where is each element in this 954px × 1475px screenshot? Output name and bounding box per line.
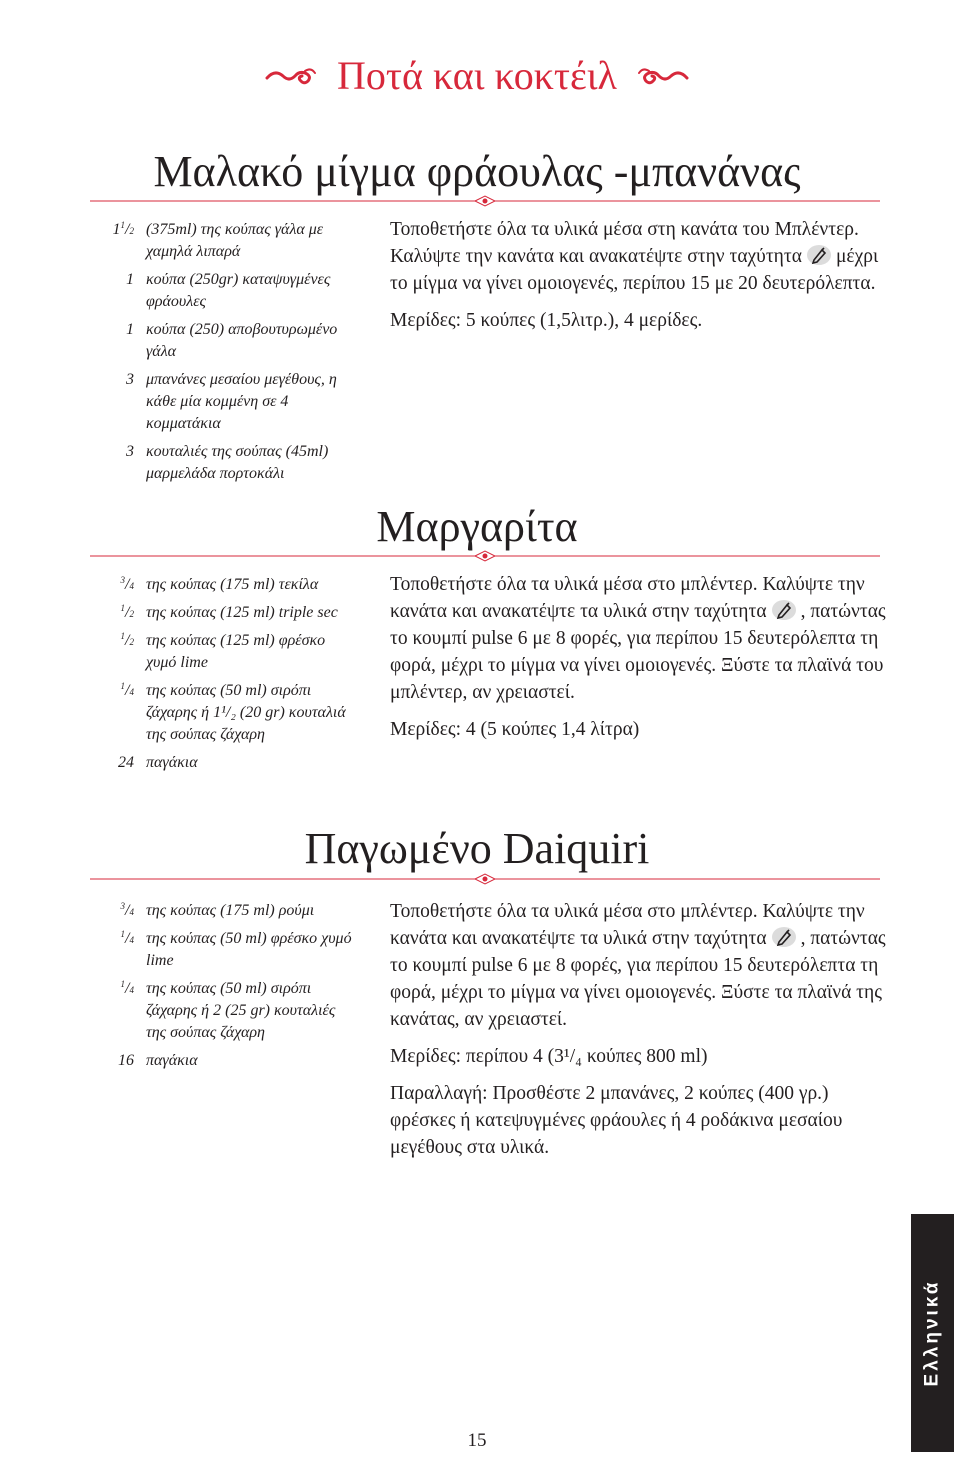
- blender-speed-icon: [771, 599, 797, 621]
- variation-text: Παραλλαγή: Προσθέστε 2 μπανάνες, 2 κούπες (400 γρ.) φρέσκες ή κατεψυγμένες φράουλες ή 4 ροδάκινα μεσαίου μεγέθους στα υλικά.: [390, 1083, 843, 1158]
- recipe-title: Μαργαρίτα: [376, 502, 578, 551]
- ingredient-quantity: $1^1/2$: [112, 220, 134, 238]
- directions-paragraph: Τοποθετήστε όλα τα υλικά μέσα στο μπλέντερ. Καλύψτε την κανάτα και ανακατέψτε τα υλικά στην ταχύτητα , πατώντας το κουμπί pulse 6 με 8 φορές, για περίπου 15 δευτερόλεπτα τη φορά, μέχρι το μίγμα να γίνει ομοιογενές. Ξύστε τα πλαϊνά του μπλέντερ, αν χρειαστεί.: [390, 574, 886, 703]
- divider-ornament-icon: [90, 195, 880, 207]
- language-tab-label: Ελληνικά: [921, 1279, 943, 1387]
- ingredient-text: της κούπας (50 ml) σιρόπι ζάχαρης ή 2 (25 gr) κουταλιές της σούπας ζάχαρη: [146, 980, 336, 1041]
- ingredient-item: [104, 680, 354, 746]
- ingredient-item: [104, 441, 354, 485]
- blender-speed-icon: [771, 926, 797, 948]
- servings-text: Μερίδες: περίπου 4 (3¹/₄ κούπες 800 ml): [390, 1046, 708, 1067]
- ingredient-text: μπανάνες μεσαίου μεγέθους, η κάθε μία κομμένη σε 4 κομματάκια: [146, 371, 337, 432]
- recipe-directions: [390, 216, 890, 344]
- ingredient-text: της κούπας (175 ml) ρούμι: [146, 902, 315, 919]
- ingredient-quantity: $^1$/4: [120, 979, 134, 997]
- ingredient-item: [104, 602, 354, 624]
- recipe-directions: [390, 571, 890, 753]
- divider-ornament-icon: [90, 550, 880, 562]
- ingredient-text: της κούπας (175 ml) τεκίλα: [146, 576, 319, 593]
- ingredient-text: της κούπας (50 ml) σιρόπι ζάχαρης ή 1¹/₂ (20 gr) κουταλιά της σούπας ζάχαρη: [146, 682, 346, 743]
- ingredient-item: [104, 369, 354, 435]
- ingredient-item: [104, 574, 354, 596]
- ingredient-quantity: $^3$/4: [120, 575, 134, 593]
- flourish-right-icon: [637, 65, 689, 87]
- ingredient-quantity: 3: [126, 443, 134, 460]
- ingredient-list: [104, 574, 354, 780]
- ingredient-list: [104, 219, 354, 491]
- directions-paragraph: Τοποθετήστε όλα τα υλικά μέσα στη κανάτα του Μπλέντερ. Καλύψτε την κανάτα και ανακατέψτε στην ταχύτητα μέχρι το μίγμα να γίνει ομοιογενές, περίπου 15 με 20 δευτερόλεπτα.: [390, 219, 879, 294]
- ingredient-text: κούπα (250) αποβουτυρωμένο γάλα: [146, 321, 338, 360]
- ingredient-quantity: $^1$/2: [120, 603, 134, 621]
- ingredient-text: της κούπας (125 ml) triple sec: [146, 604, 338, 621]
- ingredient-quantity: 24: [118, 754, 134, 771]
- ingredient-text: (375ml) της κούπας γάλα με χαμηλά λιπαρά: [146, 221, 324, 260]
- page-header: [0, 44, 954, 104]
- ingredient-item: [104, 269, 354, 313]
- ingredient-item: [104, 978, 354, 1044]
- ingredient-quantity: 3: [126, 371, 134, 388]
- ingredient-text: της κούπας (125 ml) φρέσκο χυμό lime: [146, 632, 326, 671]
- ingredient-item: [104, 752, 354, 774]
- ingredient-text: κούπα (250gr) καταψυγμένες φράουλες: [146, 271, 331, 310]
- ingredient-quantity: 16: [118, 1052, 134, 1069]
- ingredient-quantity: $^1$/4: [120, 929, 134, 947]
- ingredient-quantity: $^1$/4: [120, 681, 134, 699]
- recipe-title: Παγωμένο Daiquiri: [304, 824, 650, 873]
- directions-paragraph: Τοποθετήστε όλα τα υλικά μέσα στο μπλέντερ. Καλύψτε την κανάτα και ανακατέψτε τα υλικά στην ταχύτητα , πατώντας το κουμπί pulse 6 με 8 φορές, για περίπου 15 δευτερόλεπτα τη φορά, μέχρι το μίγμα να γίνει ομοιογενές. Ξύστε τα πλαϊνά της κανάτας, αν χρειαστεί.: [390, 901, 886, 1030]
- ingredient-text: κουταλιές της σούπας (45ml) μαρμελάδα πορτοκάλι: [146, 443, 329, 482]
- ingredient-text: παγάκια: [146, 1052, 198, 1069]
- page-number: 15: [467, 1430, 487, 1451]
- ingredient-quantity: 1: [126, 321, 134, 338]
- ingredient-text: παγάκια: [146, 754, 198, 771]
- ingredient-quantity: $^3$/4: [120, 901, 134, 919]
- servings-text: Μερίδες: 4 (5 κούπες 1,4 λίτρα): [390, 719, 640, 740]
- ingredient-item: [104, 319, 354, 363]
- recipe-directions: [390, 898, 890, 1171]
- language-tab: [911, 1214, 954, 1452]
- blender-speed-icon: [806, 244, 832, 266]
- ingredient-list: [104, 900, 354, 1078]
- recipe-title: Μαλακό μίγμα φράουλας -μπανάνας: [153, 147, 801, 196]
- ingredient-item: [104, 900, 354, 922]
- ingredient-item: [104, 630, 354, 674]
- ingredient-item: [104, 219, 354, 263]
- divider-ornament-icon: [90, 873, 880, 885]
- ingredient-item: [104, 1050, 354, 1072]
- ingredient-quantity: $^1$/2: [120, 631, 134, 649]
- ingredient-quantity: 1: [126, 271, 134, 288]
- ingredient-text: της κούπας (50 ml) φρέσκο χυμό lime: [146, 930, 352, 969]
- ingredient-item: [104, 928, 354, 972]
- page-header-title: Ποτά και κοκτέιλ: [337, 52, 617, 98]
- flourish-left-icon: [265, 65, 317, 87]
- servings-text: Μερίδες: 5 κούπες (1,5λιτρ.), 4 μερίδες.: [390, 310, 703, 331]
